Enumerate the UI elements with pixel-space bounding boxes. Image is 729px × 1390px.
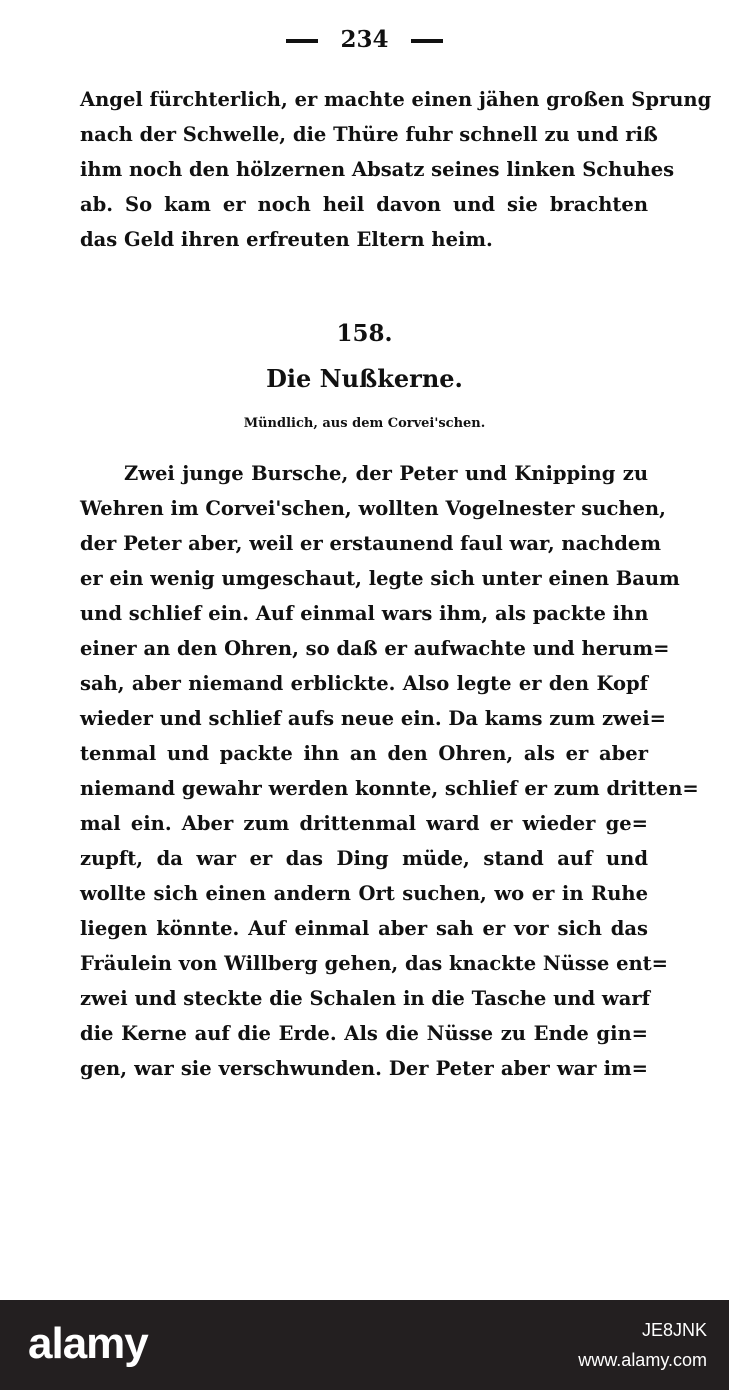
text-line: sah, aber niemand erblickte. Also legte er den Kopf — [80, 672, 648, 695]
text-line: einer an den Ohren, so daß er aufwachte und herum= — [80, 637, 670, 660]
page-number: 234 — [340, 26, 389, 53]
text-line: Zwei junge Bursche, der Peter und Knipping zu — [124, 462, 648, 485]
story-number: 158. — [336, 320, 393, 347]
text-line: Wehren im Corvei'schen, wollten Vogelnester suchen, — [80, 497, 666, 520]
text-line: zwei und steckte die Schalen in die Tasche und warf — [80, 987, 650, 1010]
text-line: niemand gewahr werden konnte, schlief er zum dritten= — [80, 777, 699, 800]
text-line: und schlief ein. Auf einmal wars ihm, als packte ihn — [80, 602, 649, 625]
alamy-logo: alamy — [28, 1319, 148, 1368]
banner-url: www.alamy.com — [578, 1350, 707, 1370]
story-paragraph — [80, 456, 699, 1086]
text-line: wollte sich einen andern Ort suchen, wo er in Ruhe — [80, 882, 648, 905]
text-line: tenmal und packte ihn an den Ohren, als er aber — [80, 742, 648, 765]
text-line: Angel fürchterlich, er machte einen jähen großen Sprung — [80, 88, 712, 111]
image-id: JE8JNK — [641, 1320, 707, 1340]
text-line: mal ein. Aber zum drittenmal ward er wieder ge= — [80, 812, 648, 835]
continuation-paragraph — [80, 82, 712, 257]
watermark-banner — [0, 1300, 729, 1390]
text-line: liegen könnte. Auf einmal aber sah er vor sich das — [80, 917, 648, 940]
text-line: gen, war sie verschwunden. Der Peter aber war im= — [80, 1057, 648, 1080]
text-line: wieder und schlief aufs neue ein. Da kams zum zwei= — [80, 707, 666, 730]
text-line: ab. So kam er noch heil davon und sie brachten — [80, 193, 648, 216]
text-line: die Kerne auf die Erde. Als die Nüsse zu Ende gin= — [80, 1022, 648, 1045]
header-dash-right — [411, 39, 443, 43]
story-title: Die Nußkerne. — [266, 364, 463, 393]
text-line: Fräulein von Willberg gehen, das knackte Nüsse ent= — [80, 952, 669, 975]
text-line: der Peter aber, weil er erstaunend faul war, nachdem — [80, 532, 661, 555]
page-header — [0, 26, 729, 53]
story-source: Mündlich, aus dem Corvei'schen. — [243, 416, 486, 431]
text-line: das Geld ihren erfreuten Eltern heim. — [80, 228, 493, 251]
text-line: ihm noch den hölzernen Absatz seines linken Schuhes — [80, 158, 675, 181]
text-line: er ein wenig umgeschaut, legte sich unter einen Baum — [80, 567, 680, 590]
header-dash-left — [286, 39, 318, 43]
text-line: zupft, da war er das Ding müde, stand auf und — [80, 847, 648, 870]
text-line: nach der Schwelle, die Thüre fuhr schnell zu und riß — [80, 123, 658, 146]
